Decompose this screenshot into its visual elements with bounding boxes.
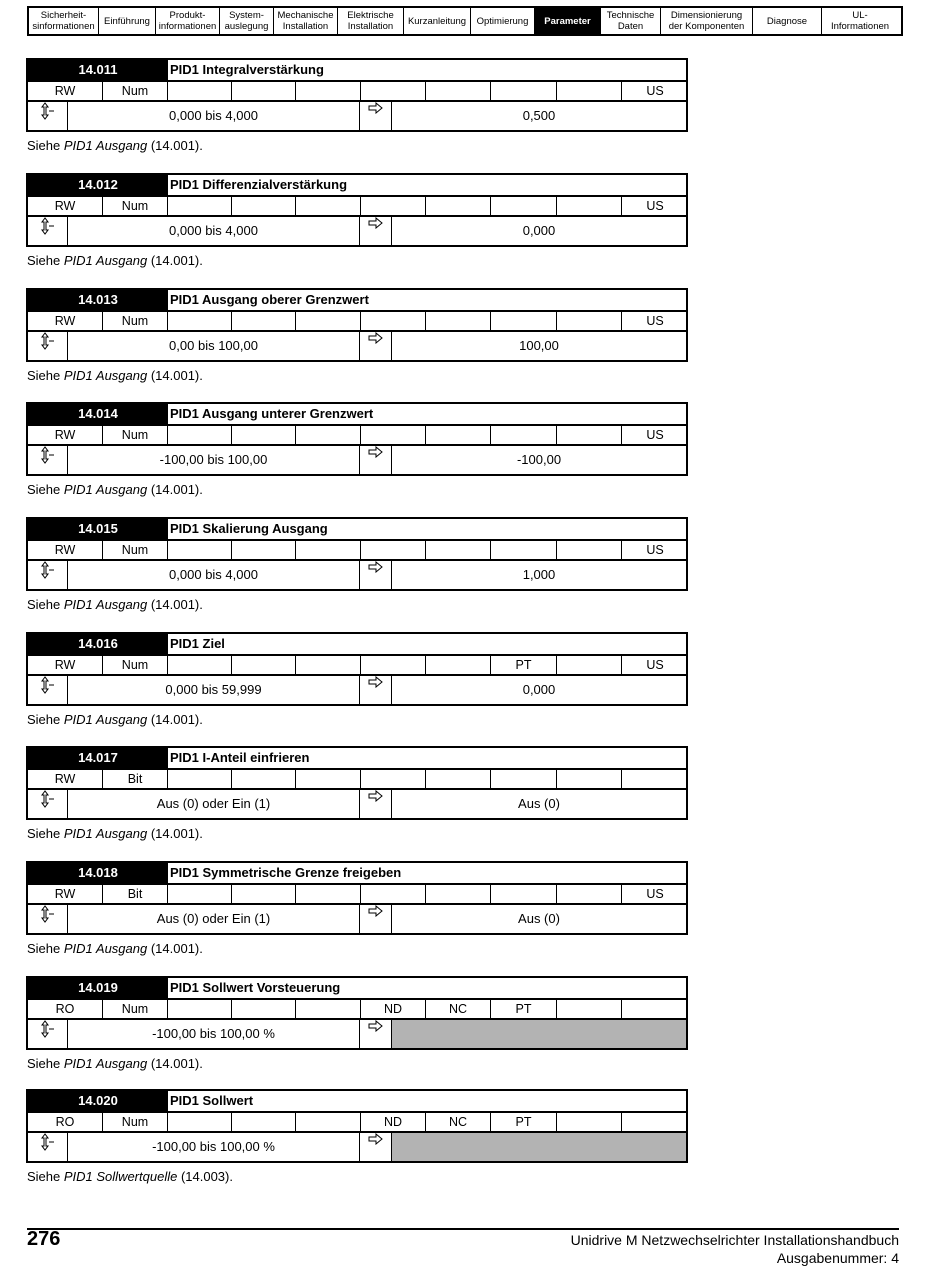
- attribute-cell: [557, 770, 622, 788]
- parameter-block: [26, 746, 688, 841]
- manual-title: Unidrive M Netzwechselrichter Installationshandbuch: [570, 1232, 899, 1248]
- parameter-default: 1,000: [522, 567, 556, 582]
- parameter-note: [27, 1169, 233, 1184]
- attribute-cell: RO: [28, 1000, 103, 1018]
- parameter-block: [26, 632, 688, 727]
- attribute-cell: [232, 541, 296, 559]
- parameter-name: PID1 Ausgang unterer Grenzwert: [170, 406, 374, 421]
- note-reference: PID1 Ausgang: [63, 253, 148, 268]
- parameter-name: PID1 Differenzialverstärkung: [170, 177, 348, 192]
- parameter-note: [27, 597, 203, 612]
- attribute-cell: RW: [28, 885, 103, 903]
- attribute-cell: [232, 82, 296, 100]
- parameter-range-row: [26, 903, 688, 935]
- attribute-cell: [168, 770, 232, 788]
- nav-tab[interactable]: Diagnose: [753, 8, 822, 34]
- attribute-cell: [361, 426, 426, 444]
- attribute-cell: [426, 312, 491, 330]
- parameter-note: [27, 368, 203, 383]
- attribute-cell: [491, 885, 557, 903]
- attribute-cell: [491, 770, 557, 788]
- page-number: 276: [27, 1228, 61, 1250]
- note-prefix: Siehe: [27, 1056, 64, 1071]
- attribute-cell: [361, 312, 426, 330]
- parameter-range: -100,00 bis 100,00 %: [68, 1133, 360, 1161]
- note-suffix: (14.001).: [147, 712, 203, 727]
- parameter-note: [27, 941, 203, 956]
- parameter-name: PID1 Sollwert Vorsteuerung: [170, 980, 341, 995]
- attribute-cell: Bit: [103, 770, 168, 788]
- attribute-cell: [622, 1113, 688, 1131]
- attribute-cell: [557, 885, 622, 903]
- parameter-header: [26, 632, 688, 656]
- parameter-number: 14.015: [28, 519, 168, 539]
- range-icon: [28, 676, 68, 704]
- note-prefix: Siehe: [27, 482, 64, 497]
- attribute-cell: [296, 197, 361, 215]
- attribute-cell: US: [646, 314, 664, 328]
- note-reference: PID1 Ausgang: [63, 597, 148, 612]
- attribute-cell: PT: [491, 1113, 557, 1131]
- attribute-cell: RO: [28, 1113, 103, 1131]
- attribute-cell: [361, 885, 426, 903]
- note-suffix: (14.001).: [147, 253, 203, 268]
- parameter-number: 14.020: [28, 1091, 168, 1111]
- parameter-number: 14.018: [28, 863, 168, 883]
- parameter-note: [27, 826, 203, 841]
- note-reference: PID1 Ausgang: [63, 826, 148, 841]
- parameter-number: 14.011: [28, 60, 168, 80]
- nav-tab[interactable]: Sicherheit- sinformationen: [29, 8, 99, 34]
- parameter-range: 0,000 bis 4,000: [68, 561, 360, 589]
- parameter-number: 14.019: [28, 978, 168, 998]
- attribute-cell: [296, 312, 361, 330]
- attribute-cell: RW: [28, 770, 103, 788]
- chapter-navigation: [27, 6, 903, 36]
- parameter-block: [26, 288, 688, 383]
- attribute-cell: [557, 426, 622, 444]
- attribute-cell: Num: [103, 426, 168, 444]
- parameter-number: 14.012: [28, 175, 168, 195]
- attribute-cell: [168, 656, 232, 674]
- parameter-header: [26, 746, 688, 770]
- attribute-cell: Bit: [103, 885, 168, 903]
- note-reference: PID1 Ausgang: [63, 368, 148, 383]
- note-reference: PID1 Ausgang: [63, 482, 148, 497]
- parameter-attributes: [26, 656, 688, 674]
- note-reference: PID1 Ausgang: [63, 712, 148, 727]
- attribute-cell: [296, 656, 361, 674]
- note-reference: PID1 Ausgang: [63, 138, 148, 153]
- nav-tab[interactable]: UL- Informationen: [830, 10, 890, 32]
- nav-tab[interactable]: Produkt- informationen: [156, 8, 220, 34]
- attribute-cell: [491, 426, 557, 444]
- nav-tab[interactable]: Parameter: [535, 8, 601, 34]
- attribute-cell: [232, 656, 296, 674]
- parameter-block: [26, 976, 688, 1071]
- note-prefix: Siehe: [27, 138, 64, 153]
- range-icon: [28, 446, 68, 474]
- parameter-range-row: [26, 1018, 688, 1050]
- attribute-cell: [168, 197, 232, 215]
- default-arrow-icon: [360, 446, 392, 474]
- attribute-cell: [557, 312, 622, 330]
- attribute-cell: RW: [28, 82, 103, 100]
- parameter-block: [26, 517, 688, 612]
- parameter-attributes: [26, 541, 688, 559]
- parameter-attributes: [26, 885, 688, 903]
- attribute-cell: [168, 426, 232, 444]
- parameter-range: 0,00 bis 100,00: [68, 332, 360, 360]
- attribute-cell: RW: [28, 656, 103, 674]
- range-icon: [28, 1020, 68, 1048]
- parameter-name: PID1 Ziel: [170, 636, 225, 651]
- note-reference: PID1 Sollwertquelle: [63, 1169, 178, 1184]
- parameter-range-row: [26, 100, 688, 132]
- attribute-cell: ND: [361, 1000, 426, 1018]
- default-arrow-icon: [360, 332, 392, 360]
- attribute-cell: [232, 197, 296, 215]
- attribute-cell: [232, 1113, 296, 1131]
- note-suffix: (14.003).: [177, 1169, 233, 1184]
- attribute-cell: ND: [361, 1113, 426, 1131]
- attribute-cell: [491, 197, 557, 215]
- parameter-range-row: [26, 1131, 688, 1163]
- attribute-cell: [168, 82, 232, 100]
- parameter-default: 100,00: [519, 338, 559, 353]
- parameter-block: [26, 861, 688, 956]
- parameter-header: [26, 173, 688, 197]
- parameter-number: 14.014: [28, 404, 168, 424]
- attribute-cell: RW: [28, 312, 103, 330]
- attribute-cell: [296, 1113, 361, 1131]
- note-suffix: (14.001).: [147, 138, 203, 153]
- parameter-default: Aus (0): [518, 796, 560, 811]
- attribute-cell: Num: [103, 82, 168, 100]
- parameter-default: -100,00: [516, 452, 562, 467]
- note-reference: PID1 Ausgang: [63, 1056, 148, 1071]
- note-suffix: (14.001).: [147, 597, 203, 612]
- attribute-cell: [296, 885, 361, 903]
- default-arrow-icon: [360, 1133, 392, 1161]
- parameter-header: [26, 1089, 688, 1113]
- attribute-cell: [491, 541, 557, 559]
- nav-tab[interactable]: Technische Daten: [601, 8, 661, 34]
- attribute-cell: Num: [103, 541, 168, 559]
- parameter-header: [26, 861, 688, 885]
- note-suffix: (14.001).: [147, 368, 203, 383]
- parameter-attributes: [26, 426, 688, 444]
- parameter-range: Aus (0) oder Ein (1): [68, 905, 360, 933]
- parameter-number: 14.013: [28, 290, 168, 310]
- parameter-default: 0,000: [522, 223, 556, 238]
- parameter-default: 0,000: [522, 682, 556, 697]
- note-prefix: Siehe: [27, 253, 64, 268]
- parameter-default: [392, 1133, 686, 1161]
- attribute-cell: [361, 656, 426, 674]
- attribute-cell: [232, 426, 296, 444]
- attribute-cell: [296, 1000, 361, 1018]
- parameter-range: Aus (0) oder Ein (1): [68, 790, 360, 818]
- parameter-range-row: [26, 444, 688, 476]
- attribute-cell: [426, 82, 491, 100]
- attribute-cell: US: [646, 199, 664, 213]
- attribute-cell: [361, 770, 426, 788]
- attribute-cell: [296, 82, 361, 100]
- default-arrow-icon: [360, 1020, 392, 1048]
- parameter-attributes: [26, 1113, 688, 1131]
- attribute-cell: [426, 656, 491, 674]
- attribute-cell: US: [646, 658, 664, 672]
- note-suffix: (14.001).: [147, 826, 203, 841]
- attribute-cell: [168, 1000, 232, 1018]
- parameter-range-row: [26, 215, 688, 247]
- nav-tab[interactable]: Dimensionierung der Komponenten: [661, 8, 753, 34]
- attribute-cell: RW: [28, 426, 103, 444]
- attribute-cell: [491, 82, 557, 100]
- attribute-cell: US: [646, 543, 664, 557]
- parameter-header: [26, 58, 688, 82]
- parameter-block: [26, 173, 688, 268]
- parameter-range: -100,00 bis 100,00 %: [68, 1020, 360, 1048]
- attribute-cell: [232, 770, 296, 788]
- attribute-cell: NC: [426, 1113, 491, 1131]
- parameter-note: [27, 253, 203, 268]
- attribute-cell: [426, 541, 491, 559]
- attribute-cell: [168, 312, 232, 330]
- note-suffix: (14.001).: [147, 1056, 203, 1071]
- attribute-cell: PT: [491, 1000, 557, 1018]
- parameter-header: [26, 288, 688, 312]
- parameter-range-row: [26, 559, 688, 591]
- parameter-range-row: [26, 788, 688, 820]
- attribute-cell: PT: [491, 656, 557, 674]
- parameter-number: 14.016: [28, 634, 168, 654]
- parameter-block: [26, 402, 688, 497]
- parameter-range: 0,000 bis 4,000: [68, 217, 360, 245]
- parameter-header: [26, 976, 688, 1000]
- attribute-cell: [168, 1113, 232, 1131]
- range-icon: [28, 217, 68, 245]
- default-arrow-icon: [360, 561, 392, 589]
- nav-tab[interactable]: Mechanische Installation: [274, 8, 338, 34]
- parameter-name: PID1 Ausgang oberer Grenzwert: [170, 292, 369, 307]
- attribute-cell: US: [646, 428, 664, 442]
- attribute-cell: US: [646, 887, 664, 901]
- attribute-cell: [232, 312, 296, 330]
- attribute-cell: US: [646, 84, 664, 98]
- attribute-cell: [361, 82, 426, 100]
- note-prefix: Siehe: [27, 1169, 64, 1184]
- attribute-cell: Num: [103, 656, 168, 674]
- parameter-attributes: [26, 197, 688, 215]
- default-arrow-icon: [360, 790, 392, 818]
- attribute-cell: [557, 1000, 622, 1018]
- parameter-note: [27, 138, 203, 153]
- parameter-block: [26, 58, 688, 153]
- parameter-range: 0,000 bis 59,999: [68, 676, 360, 704]
- attribute-cell: [557, 1113, 622, 1131]
- attribute-cell: [426, 426, 491, 444]
- attribute-cell: Num: [103, 1113, 168, 1131]
- note-suffix: (14.001).: [147, 941, 203, 956]
- parameter-name: PID1 Symmetrische Grenze freigeben: [170, 865, 402, 880]
- parameter-name: PID1 Skalierung Ausgang: [170, 521, 328, 536]
- nav-tab[interactable]: Elektrische Installation: [338, 8, 404, 34]
- attribute-cell: RW: [28, 541, 103, 559]
- attribute-cell: [296, 426, 361, 444]
- note-prefix: Siehe: [27, 597, 64, 612]
- attribute-cell: [232, 885, 296, 903]
- attribute-cell: Num: [103, 1000, 168, 1018]
- range-icon: [28, 561, 68, 589]
- default-arrow-icon: [360, 905, 392, 933]
- parameter-default: [392, 1020, 686, 1048]
- parameter-default: Aus (0): [518, 911, 560, 926]
- parameter-range: 0,000 bis 4,000: [68, 102, 360, 130]
- default-arrow-icon: [360, 676, 392, 704]
- attribute-cell: Num: [103, 197, 168, 215]
- nav-tab[interactable]: System- auslegung: [220, 8, 274, 34]
- range-icon: [28, 790, 68, 818]
- note-prefix: Siehe: [27, 826, 64, 841]
- parameter-name: PID1 Integralverstärkung: [170, 62, 324, 77]
- parameter-range-row: [26, 330, 688, 362]
- nav-tab[interactable]: Kurzanleitung: [404, 8, 471, 34]
- nav-tab[interactable]: Optimierung: [471, 8, 535, 34]
- attribute-cell: [296, 541, 361, 559]
- note-suffix: (14.001).: [147, 482, 203, 497]
- note-reference: PID1 Ausgang: [63, 941, 148, 956]
- parameter-note: [27, 712, 203, 727]
- edition-number: Ausgabenummer: 4: [776, 1250, 899, 1266]
- attribute-cell: [557, 656, 622, 674]
- parameter-header: [26, 402, 688, 426]
- attribute-cell: [361, 541, 426, 559]
- attribute-cell: [426, 197, 491, 215]
- default-arrow-icon: [360, 217, 392, 245]
- parameter-name: PID1 Sollwert: [170, 1093, 254, 1108]
- parameter-block: [26, 1089, 688, 1184]
- attribute-cell: [296, 770, 361, 788]
- parameter-name: PID1 I-Anteil einfrieren: [170, 750, 310, 765]
- note-prefix: Siehe: [27, 712, 64, 727]
- attribute-cell: [557, 82, 622, 100]
- nav-tab[interactable]: Einführung: [99, 8, 156, 34]
- parameter-note: [27, 1056, 203, 1071]
- default-arrow-icon: [360, 102, 392, 130]
- note-prefix: Siehe: [27, 941, 64, 956]
- attribute-cell: [622, 770, 688, 788]
- parameter-attributes: [26, 770, 688, 788]
- attribute-cell: RW: [28, 197, 103, 215]
- attribute-cell: [168, 885, 232, 903]
- attribute-cell: Num: [103, 312, 168, 330]
- note-prefix: Siehe: [27, 368, 64, 383]
- parameter-range: -100,00 bis 100,00: [68, 446, 360, 474]
- attribute-cell: [557, 197, 622, 215]
- range-icon: [28, 332, 68, 360]
- parameter-note: [27, 482, 203, 497]
- attribute-cell: [557, 541, 622, 559]
- attribute-cell: [491, 312, 557, 330]
- parameter-range-row: [26, 674, 688, 706]
- parameter-default: 0,500: [522, 108, 556, 123]
- attribute-cell: NC: [426, 1000, 491, 1018]
- parameter-attributes: [26, 312, 688, 330]
- parameter-number: 14.017: [28, 748, 168, 768]
- attribute-cell: [232, 1000, 296, 1018]
- parameter-attributes: [26, 1000, 688, 1018]
- parameter-header: [26, 517, 688, 541]
- attribute-cell: [426, 770, 491, 788]
- footer-divider: [27, 1228, 899, 1230]
- attribute-cell: [168, 541, 232, 559]
- parameter-attributes: [26, 82, 688, 100]
- attribute-cell: [426, 885, 491, 903]
- range-icon: [28, 102, 68, 130]
- attribute-cell: [622, 1000, 688, 1018]
- attribute-cell: [361, 197, 426, 215]
- range-icon: [28, 1133, 68, 1161]
- range-icon: [28, 905, 68, 933]
